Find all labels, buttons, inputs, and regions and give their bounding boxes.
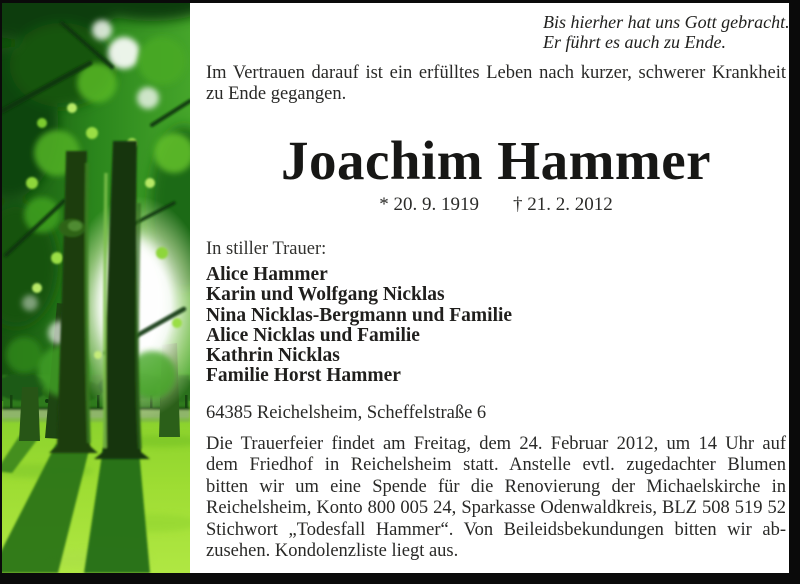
intro-line2: zu Ende gegangen. xyxy=(206,83,347,104)
obituary-card xyxy=(2,3,789,573)
intro-line1: Im Vertrauen darauf ist ein erfülltes Leben nach kurzer, schwerer Krankheit xyxy=(206,63,786,83)
funeral-line: Stichwort „Todesfall Hammer“. Von Beileidsbekundungen bitten wir ab- xyxy=(206,519,786,540)
obituary-text-column xyxy=(206,3,790,573)
mourner-name: Kathrin Nicklas xyxy=(206,345,340,367)
funeral-line: bitten wir um eine Spende für die Renovierung der Michaelskirche in xyxy=(206,476,786,497)
mourners-heading: In stiller Trauer: xyxy=(206,239,327,259)
funeral-line: zusehen. Kondolenzliste liegt aus. xyxy=(206,541,459,562)
life-dates xyxy=(206,194,786,216)
deceased-name: Joachim Hammer xyxy=(280,130,712,191)
intro-text xyxy=(206,63,786,104)
birth-date: * 20. 9. 1919 xyxy=(379,194,479,215)
scripture-quote-line2: Er führt es auch zu Ende. xyxy=(543,32,726,52)
address-line: 64385 Reichelsheim, Scheffelstraße 6 xyxy=(206,403,487,423)
mourner-name: Karin und Wolfgang Nicklas xyxy=(206,284,445,306)
mourner-name: Nina Nicklas-Bergmann und Familie xyxy=(206,304,513,326)
funeral-notice xyxy=(206,434,786,562)
mourner-name: Alice Hammer xyxy=(206,264,328,285)
death-date: † 21. 2. 2012 xyxy=(513,194,613,215)
funeral-line: Die Trauerfeier findet am Freitag, dem 24. Februar 2012, um 14 Uhr auf xyxy=(206,434,786,454)
park-trees-graphic xyxy=(2,3,190,573)
funeral-line: dem Friedhof in Reichelsheim statt. Anstelle evtl. zugedachter Blumen xyxy=(206,455,786,476)
scripture-quote-line1: Bis hierher hat uns Gott gebracht. xyxy=(543,12,790,32)
funeral-line: Reichelsheim, Konto 800 005 24, Sparkasse Odenwaldkreis, BLZ 508 519 52 xyxy=(206,498,786,519)
memorial-photo xyxy=(2,3,190,573)
mourners-list xyxy=(206,265,512,387)
mourner-name: Alice Nicklas und Familie xyxy=(206,324,420,346)
scripture-quote xyxy=(543,12,790,52)
mourner-name: Familie Horst Hammer xyxy=(206,365,401,387)
